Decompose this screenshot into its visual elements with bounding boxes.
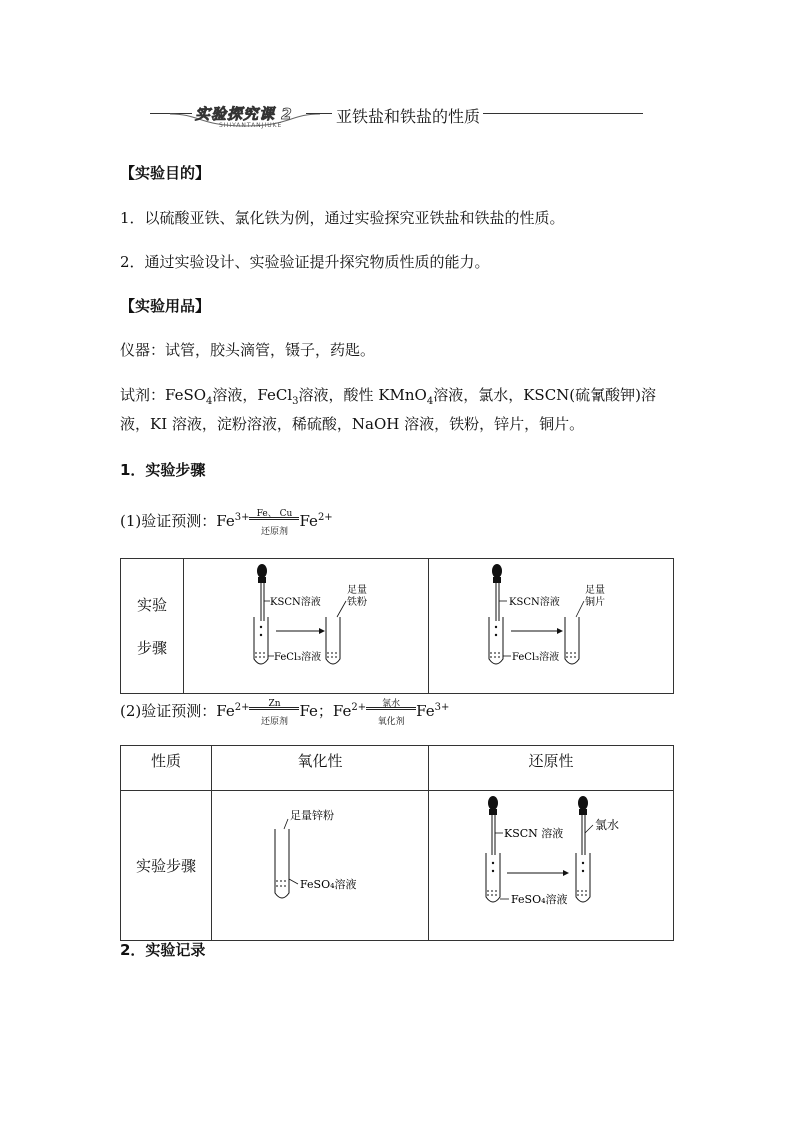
verify2-arrow-2 xyxy=(366,698,416,727)
verify2-arrow-1 xyxy=(249,698,299,727)
sub-4b: 4 xyxy=(426,396,434,407)
apparatus-chlorine-diagram xyxy=(429,791,673,936)
verify1-product: Fe xyxy=(299,512,318,530)
reagents-part-a: 试剂：FeSO xyxy=(120,386,207,404)
reagents-part-b: 溶液，FeCl xyxy=(212,386,293,404)
verify2-sup-b: 2+ xyxy=(351,702,367,713)
added-label-copper-2: 铜片 xyxy=(585,597,605,608)
verify2-sup-a: 2+ xyxy=(234,702,250,713)
apparatus-copper-diagram xyxy=(429,559,673,689)
reagent-label-chlorine: 氯水 xyxy=(595,818,620,832)
table1-cell-copper xyxy=(429,559,674,694)
test-tube-icon xyxy=(275,829,289,898)
dropper-bulb-icon xyxy=(492,564,502,578)
verify1-sup-a: 3+ xyxy=(234,512,250,523)
instruments-line: 仪器：试管，胶头滴管，镊子，药匙。 xyxy=(120,341,376,359)
verify1-arrow-bottom: 还原剂 xyxy=(260,527,288,537)
sub-4a: 4 xyxy=(206,396,213,407)
verify2-sup-c: 3+ xyxy=(434,702,450,713)
solution-label-feso4: FeSO₄溶液 xyxy=(511,893,568,906)
verify1-prefix: (1)验证预测：Fe xyxy=(120,512,235,530)
experiment-table-2 xyxy=(120,745,674,941)
apparatus-iron-diagram xyxy=(184,559,428,689)
header-rule-right xyxy=(483,113,643,114)
header-rule-mid xyxy=(306,113,332,114)
verify1-sup-b: 2+ xyxy=(317,512,333,523)
dropper-collar-icon xyxy=(258,577,266,583)
verify1-arrow xyxy=(249,508,299,537)
reagents-part-d: 溶液，氯水，KSCN(硫氰酸钾)溶 xyxy=(433,386,657,404)
dropper-bulb-icon xyxy=(257,564,267,578)
banner-text: 实验探究课 2 xyxy=(195,105,293,123)
solution-label-iron: FeCl₃溶液 xyxy=(274,652,322,663)
table2-cell-reducing xyxy=(429,791,674,941)
reagents-line-2: 液，KI 溶液，淀粉溶液，稀硫酸，NaOH 溶液，铁粉，锌片，铜片。 xyxy=(120,415,585,433)
verify2-arrow1-top: Zn xyxy=(268,699,281,709)
verify1-arrow-bar xyxy=(249,517,299,520)
purpose-item-2: 2．通过实验设计、实验验证提升探究物质性质的能力。 xyxy=(120,253,490,271)
solution-label-copper: FeCl₃溶液 xyxy=(512,652,560,663)
added-label-iron-1: 足量 xyxy=(347,585,367,596)
verify2-arrow2-bottom: 氧化剂 xyxy=(377,717,405,727)
banner-subtext: SHIYANTANJIUKE xyxy=(219,122,283,129)
verify1-arrow-top: Fe、 Cu xyxy=(256,509,293,519)
table1-label-1: 实验 xyxy=(136,596,167,614)
dropper-bulb-icon xyxy=(488,796,498,810)
reagents-line-1 xyxy=(120,385,656,412)
table1-cell-iron xyxy=(184,559,429,694)
experiment-table-1 xyxy=(120,558,674,694)
verify2-arrow1-bar xyxy=(249,707,299,710)
table2-header-reducing: 还原性 xyxy=(429,746,674,791)
purpose-heading: 【实验目的】 xyxy=(120,164,211,182)
verify2-equation xyxy=(120,698,450,727)
verify1-equation xyxy=(120,508,333,537)
dropper-label-iron: KSCN溶液 xyxy=(270,597,321,608)
verify2-product: Fe xyxy=(416,702,435,720)
table2-row-label: 实验步骤 xyxy=(121,791,212,941)
table1-label-2: 步骤 xyxy=(136,639,167,657)
dropper-bulb-icon xyxy=(578,796,588,810)
dropper-label-copper: KSCN溶液 xyxy=(509,597,560,608)
table1-label-cell xyxy=(121,559,184,694)
apparatus-zinc-diagram xyxy=(212,791,428,936)
verify2-mid: Fe；Fe xyxy=(299,702,352,720)
added-label-copper-1: 足量 xyxy=(585,585,605,596)
sub-3: 3 xyxy=(292,396,299,407)
supplies-heading: 【实验用品】 xyxy=(120,297,211,315)
records-heading: 2．实验记录 xyxy=(120,941,206,959)
verify2-arrow2-bar xyxy=(366,707,416,710)
verify2-prefix: (2)验证预测：Fe xyxy=(120,702,235,720)
table2-header-property: 性质 xyxy=(121,746,212,791)
added-label-iron-2: 铁粉 xyxy=(347,597,367,608)
dropper-label-kscn: KSCN 溶液 xyxy=(504,827,564,840)
solution-label-zinc: FeSO₄溶液 xyxy=(300,878,357,891)
verify2-arrow2-top: 氯水 xyxy=(382,699,401,709)
purpose-item-1: 1．以硫酸亚铁、氯化铁为例，通过实验探究亚铁盐和铁盐的性质。 xyxy=(120,209,565,227)
steps-heading: 1．实验步骤 xyxy=(120,461,206,479)
added-label-zinc: 足量锌粉 xyxy=(290,809,334,822)
reagents-part-c: 溶液，酸性 KMnO xyxy=(298,386,427,404)
page-title: 亚铁盐和铁盐的性质 xyxy=(336,107,481,126)
table2-header-oxidizing: 氧化性 xyxy=(212,746,429,791)
table2-cell-oxidizing xyxy=(212,791,429,941)
verify2-arrow1-bottom: 还原剂 xyxy=(260,717,288,727)
